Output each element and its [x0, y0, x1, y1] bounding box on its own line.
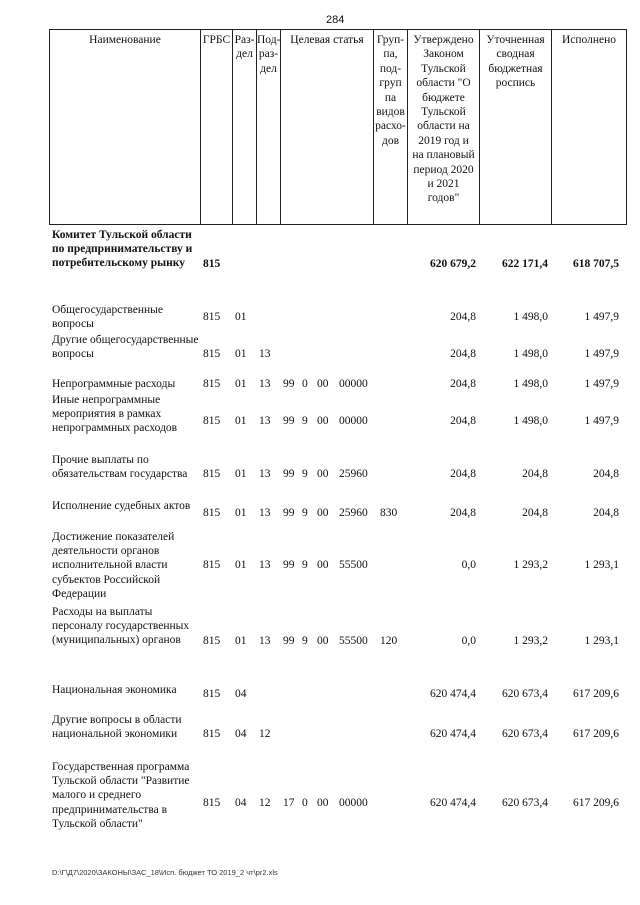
header-grbs: ГРБС — [202, 34, 231, 46]
cell-activity: 00 — [317, 635, 329, 647]
cell-grbs: 815 — [203, 311, 221, 323]
cell-refined: 620 673,4 — [502, 797, 548, 809]
cell-razdel: 01 — [235, 415, 247, 427]
cell-subprogram: 9 — [302, 468, 308, 480]
cell-direction: 00000 — [339, 378, 368, 390]
cell-direction: 55500 — [339, 635, 368, 647]
cell-refined: 1 498,0 — [513, 378, 548, 390]
cell-activity: 00 — [317, 507, 329, 519]
cell-grbs: 815 — [203, 797, 221, 809]
cell-approved: 0,0 — [461, 559, 476, 571]
cell-subprogram: 0 — [302, 378, 308, 390]
cell-activity: 00 — [317, 559, 329, 571]
cell-executed: 618 707,5 — [573, 258, 619, 270]
cell-grbs: 815 — [203, 468, 221, 480]
cell-grbs: 815 — [203, 635, 221, 647]
cell-expense-type: 830 — [380, 507, 398, 519]
cell-activity: 00 — [317, 415, 329, 427]
cell-approved: 620 679,2 — [430, 258, 476, 270]
cell-podrazdel: 13 — [259, 635, 271, 647]
cell-razdel: 01 — [235, 559, 247, 571]
row-name: Иные непрограммные мероприятия в рамках непрограммных расходов — [52, 394, 178, 435]
cell-executed: 204,8 — [593, 468, 619, 480]
cell-podrazdel: 13 — [259, 559, 271, 571]
cell-refined: 620 673,4 — [502, 728, 548, 740]
header-podrazdel: Под- раз- дел — [257, 34, 281, 75]
cell-razdel: 01 — [235, 311, 247, 323]
cell-approved: 620 474,4 — [430, 688, 476, 700]
cell-podrazdel: 12 — [259, 728, 271, 740]
cell-executed: 1 497,9 — [584, 348, 619, 360]
cell-refined: 1 293,2 — [513, 635, 548, 647]
cell-executed: 1 293,1 — [584, 559, 619, 571]
cell-razdel: 01 — [235, 378, 247, 390]
header-expense-type: Груп- па, под- груп па видов расхо- дов — [375, 34, 406, 147]
cell-grbs: 815 — [203, 728, 221, 740]
cell-subprogram: 9 — [302, 415, 308, 427]
cell-refined: 1 498,0 — [513, 311, 548, 323]
cell-podrazdel: 13 — [259, 468, 271, 480]
cell-grbs: 815 — [203, 378, 221, 390]
cell-direction: 00000 — [339, 797, 368, 809]
cell-refined: 620 673,4 — [502, 688, 548, 700]
header-executed: Исполнено — [561, 34, 617, 46]
cell-refined: 622 171,4 — [502, 258, 548, 270]
file-path-footer: D:\Г\Д7\2020\ЗАКОНЫ\ЗАС_18\Исп. бюджет ТО 2019_2 чт\pr2.xls — [52, 868, 278, 877]
header-target-article: Целевая статья — [290, 34, 364, 46]
cell-razdel: 04 — [235, 688, 247, 700]
row-name: Другие вопросы в области национальной экономики — [52, 714, 182, 741]
cell-activity: 00 — [317, 468, 329, 480]
cell-razdel: 01 — [235, 635, 247, 647]
cell-executed: 204,8 — [593, 507, 619, 519]
cell-subprogram: 9 — [302, 559, 308, 571]
cell-executed: 617 209,6 — [573, 797, 619, 809]
cell-executed: 1 497,9 — [584, 415, 619, 427]
cell-grbs: 815 — [203, 348, 221, 360]
cell-approved: 204,8 — [450, 378, 476, 390]
cell-refined: 1 498,0 — [513, 348, 548, 360]
header-refined: Уточненная сводная бюджетная роспись — [486, 34, 545, 90]
cell-executed: 1 497,9 — [584, 311, 619, 323]
cell-program: 99 — [283, 635, 295, 647]
cell-grbs: 815 — [203, 415, 221, 427]
cell-approved: 620 474,4 — [430, 797, 476, 809]
header-approved: Утверждено Законом Тульской области "О бюджете Тульской области на 2019 год и на плановый период 2020 и 2021 годов" — [412, 34, 475, 205]
cell-subprogram: 9 — [302, 507, 308, 519]
cell-program: 17 — [283, 797, 295, 809]
cell-approved: 620 474,4 — [430, 728, 476, 740]
row-name: Государственная программа Тульской области "Развитие малого и среднего предпринимательства в Тульской области" — [52, 761, 190, 830]
cell-program: 99 — [283, 507, 295, 519]
cell-expense-type: 120 — [380, 635, 398, 647]
cell-refined: 1 498,0 — [513, 415, 548, 427]
cell-razdel: 01 — [235, 468, 247, 480]
cell-podrazdel: 13 — [259, 348, 271, 360]
cell-refined: 204,8 — [522, 507, 548, 519]
cell-direction: 55500 — [339, 559, 368, 571]
page-number: 284 — [326, 14, 345, 26]
cell-program: 99 — [283, 378, 295, 390]
cell-refined: 1 293,2 — [513, 559, 548, 571]
cell-activity: 00 — [317, 378, 329, 390]
cell-razdel: 01 — [235, 507, 247, 519]
cell-razdel: 04 — [235, 728, 247, 740]
cell-razdel: 04 — [235, 797, 247, 809]
row-name: Национальная экономика — [52, 684, 177, 696]
cell-direction: 25960 — [339, 507, 368, 519]
cell-activity: 00 — [317, 797, 329, 809]
header-razdel: Раз- дел — [234, 34, 255, 61]
row-name: Достижение показателей деятельности органов исполнительной власти субъектов Российской Федерации — [52, 531, 175, 600]
cell-subprogram: 9 — [302, 635, 308, 647]
row-name: Расходы на выплаты персоналу государственных (муниципальных) органов — [52, 606, 190, 647]
cell-executed: 1 293,1 — [584, 635, 619, 647]
cell-grbs: 815 — [203, 258, 221, 270]
row-name: Другие общегосударственные вопросы — [52, 334, 199, 361]
cell-refined: 204,8 — [522, 468, 548, 480]
cell-approved: 204,8 — [450, 468, 476, 480]
row-name: Прочие выплаты по обязательствам государства — [52, 454, 188, 481]
cell-approved: 204,8 — [450, 311, 476, 323]
row-name: Комитет Тульской области по предпринимательству и потребительскому рынку — [52, 229, 193, 270]
cell-executed: 617 209,6 — [573, 688, 619, 700]
cell-podrazdel: 13 — [259, 378, 271, 390]
cell-program: 99 — [283, 468, 295, 480]
cell-executed: 1 497,9 — [584, 378, 619, 390]
row-name: Исполнение судебных актов — [52, 500, 191, 512]
cell-approved: 204,8 — [450, 348, 476, 360]
header-name: Наименование — [89, 34, 161, 46]
cell-grbs: 815 — [203, 688, 221, 700]
row-name: Общегосударственные вопросы — [52, 304, 164, 331]
cell-grbs: 815 — [203, 559, 221, 571]
cell-direction: 25960 — [339, 468, 368, 480]
cell-subprogram: 0 — [302, 797, 308, 809]
cell-podrazdel: 13 — [259, 507, 271, 519]
row-name: Непрограммные расходы — [52, 378, 176, 390]
cell-executed: 617 209,6 — [573, 728, 619, 740]
cell-podrazdel: 12 — [259, 797, 271, 809]
cell-approved: 204,8 — [450, 507, 476, 519]
cell-podrazdel: 13 — [259, 415, 271, 427]
cell-direction: 00000 — [339, 415, 368, 427]
cell-program: 99 — [283, 415, 295, 427]
cell-grbs: 815 — [203, 507, 221, 519]
cell-approved: 0,0 — [461, 635, 476, 647]
cell-approved: 204,8 — [450, 415, 476, 427]
cell-razdel: 01 — [235, 348, 247, 360]
cell-program: 99 — [283, 559, 295, 571]
